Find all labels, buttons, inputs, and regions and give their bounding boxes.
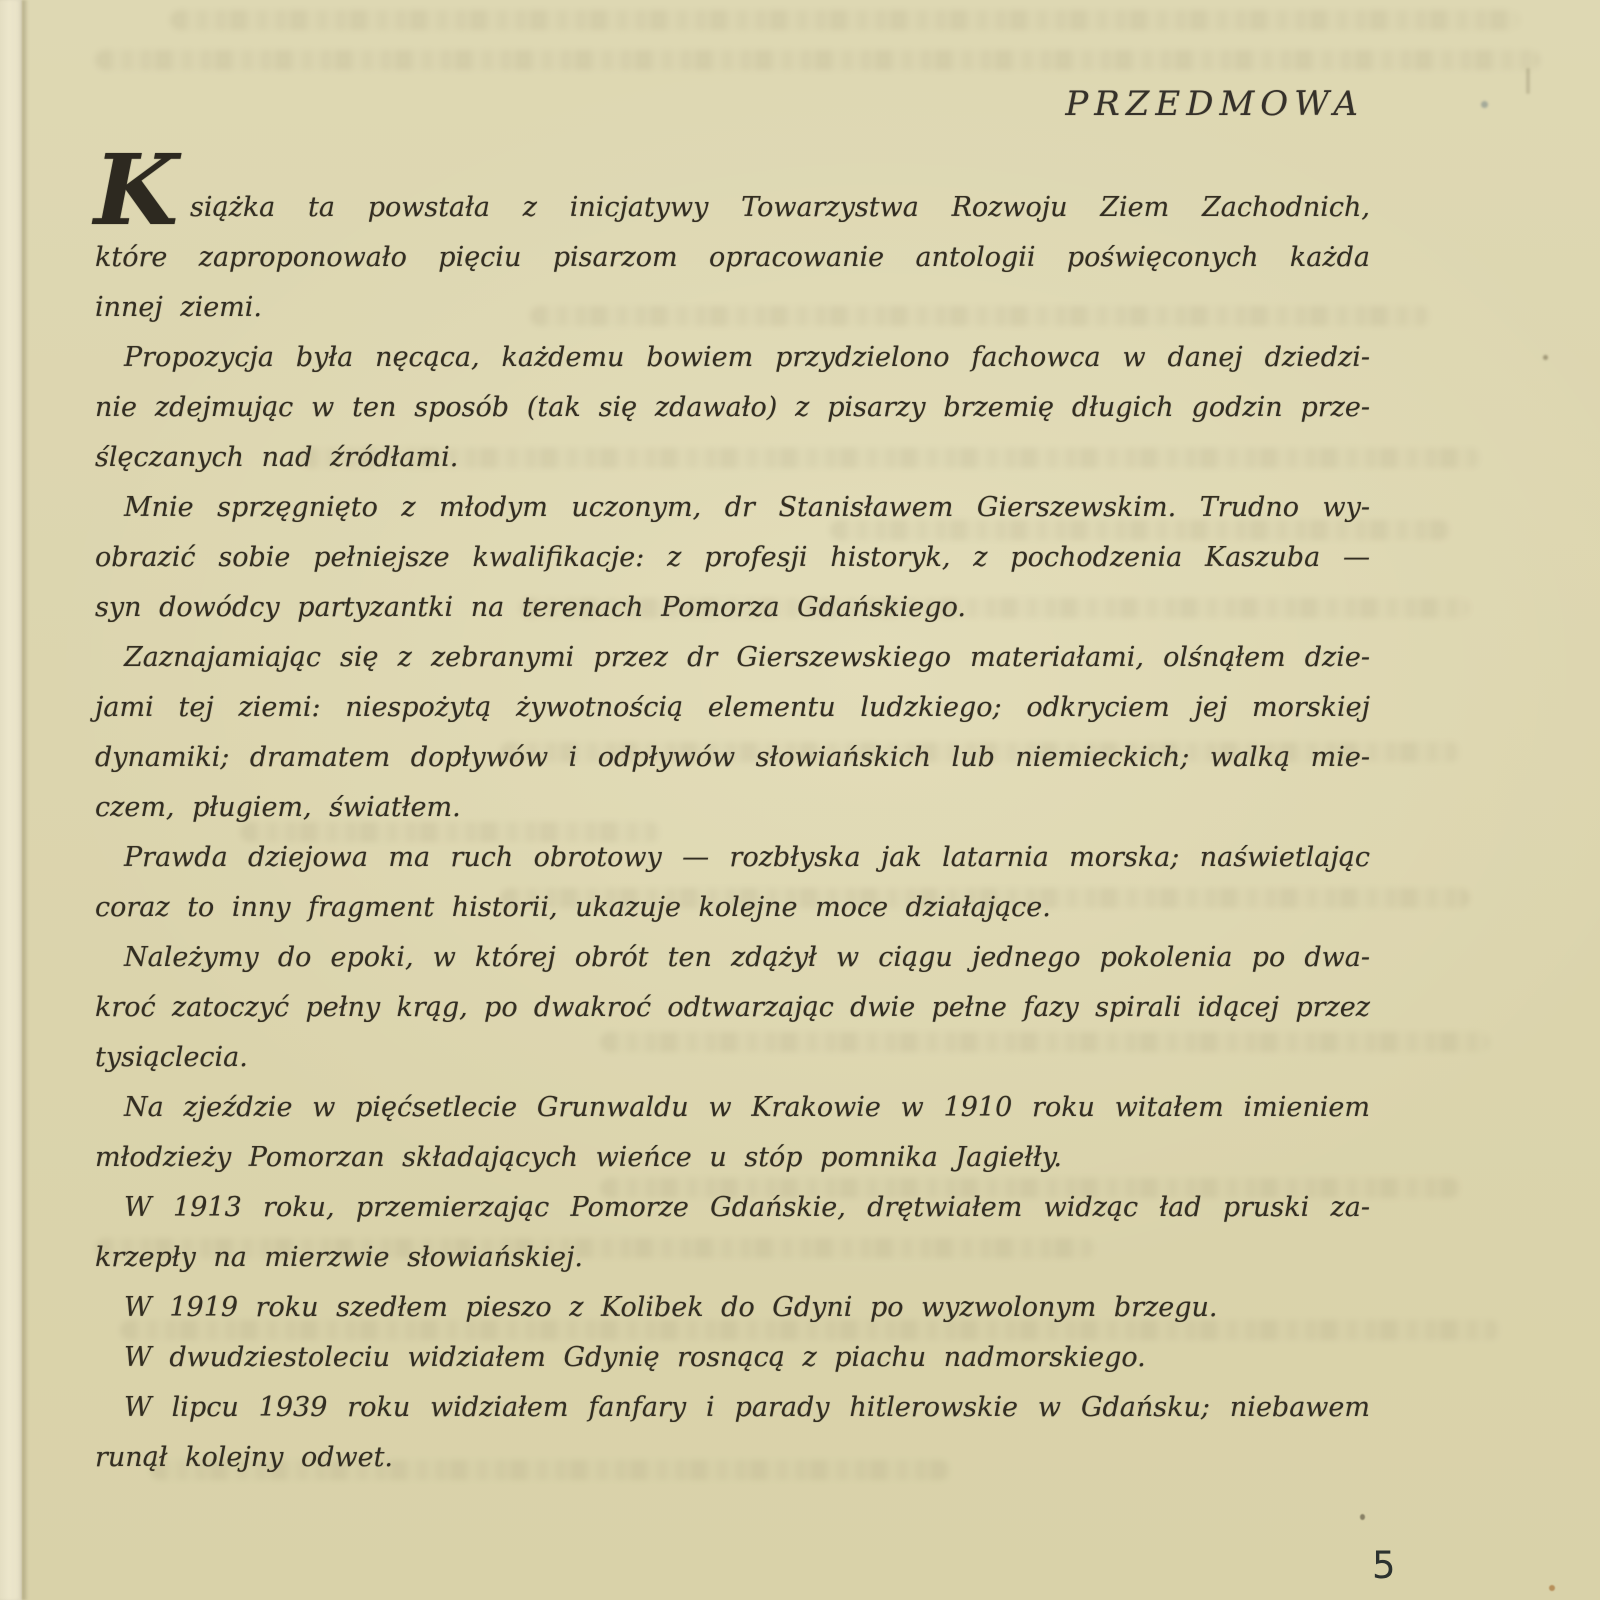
show-through-band: [95, 50, 1540, 70]
text-line: Należymy do epoki, w której obrót ten zdążył w ciągu jednego pokolenia po dwa-: [124, 942, 1370, 973]
text-line: W 1919 roku szedłem pieszo z Kolibek do Gdyni po wyzwolonym brzegu.: [124, 1292, 1218, 1323]
page-number: 5: [1372, 1544, 1396, 1587]
text-line: W 1913 roku, przemierzając Pomorze Gdańskie, drętwiałem widząc ład pruski za-: [124, 1192, 1370, 1223]
paper-speck: [1543, 355, 1548, 360]
page-title: PRZEDMOWA: [1065, 84, 1364, 124]
text-line: nie zdejmując w ten sposób (tak się zdawało) z pisarzy brzemię długich godzin prze-: [95, 392, 1370, 423]
text-line: które zaproponowało pięciu pisarzom opracowanie antologii poświęconych każda: [95, 242, 1370, 273]
drop-cap: K: [94, 133, 179, 247]
text-line: runął kolejny odwet.: [95, 1442, 394, 1473]
text-line: dynamiki; dramatem dopływów i odpływów słowiańskich lub niemieckich; walką mie-: [95, 742, 1370, 773]
text-line: tysiąclecia.: [95, 1042, 248, 1073]
page-edge: [0, 0, 22, 1600]
text-line: jami tej ziemi: niespożytą żywotnością elementu ludzkiego; odkryciem jej morskiej: [95, 692, 1370, 723]
text-line: Prawda dziejowa ma ruch obrotowy — rozbłyska jak latarnia morska; naświetlając: [124, 842, 1370, 873]
text-line: innej ziemi.: [95, 292, 263, 323]
text-line: W dwudziestoleciu widziałem Gdynię rosnącą z piachu nadmorskiego.: [124, 1342, 1146, 1373]
text-line: obrazić sobie pełniejsze kwalifikacje: z profesji historyk, z pochodzenia Kaszuba —: [95, 542, 1370, 573]
text-line: Mnie sprzęgnięto z młodym uczonym, dr Stanisławem Gierszewskim. Trudno wy-: [124, 492, 1370, 523]
paper-speck: [1360, 1514, 1365, 1520]
text-line: syn dowódcy partyzantki na terenach Pomorza Gdańskiego.: [95, 592, 966, 623]
paper-speck: [1526, 68, 1530, 94]
text-line: krzepły na mierzwie słowiańskiej.: [95, 1242, 583, 1273]
paper-speck: [1549, 1585, 1555, 1591]
text-line: Zaznajamiając się z zebranymi przez dr Gierszewskiego materiałami, olśnąłem dzie-: [124, 642, 1370, 673]
text-line: kroć zatoczyć pełny krąg, po dwakroć odtwarzając dwie pełne fazy spirali idącej przez: [95, 992, 1370, 1023]
show-through-band: [170, 10, 1520, 30]
paper-speck: [1481, 101, 1488, 108]
text-block: [95, 183, 1370, 1483]
text-line: Propozycja była nęcąca, każdemu bowiem przydzielono fachowca w danej dziedzi-: [124, 342, 1370, 373]
page-edge-seam: [22, 0, 28, 1600]
text-line: ślęczanych nad źródłami.: [95, 442, 459, 473]
text-line: czem, pługiem, światłem.: [95, 792, 461, 823]
text-line: coraz to inny fragment historii, ukazuje kolejne moce działające.: [95, 892, 1051, 923]
text-line: młodzieży Pomorzan składających wieńce u stóp pomnika Jagiełły.: [95, 1142, 1062, 1173]
text-line: siążka ta powstała z inicjatywy Towarzystwa Rozwoju Ziem Zachodnich,: [190, 192, 1370, 223]
text-line: Na zjeździe w pięćsetlecie Grunwaldu w Krakowie w 1910 roku witałem imieniem: [124, 1092, 1370, 1123]
text-line: W lipcu 1939 roku widziałem fanfary i parady hitlerowskie w Gdańsku; niebawem: [124, 1392, 1370, 1423]
